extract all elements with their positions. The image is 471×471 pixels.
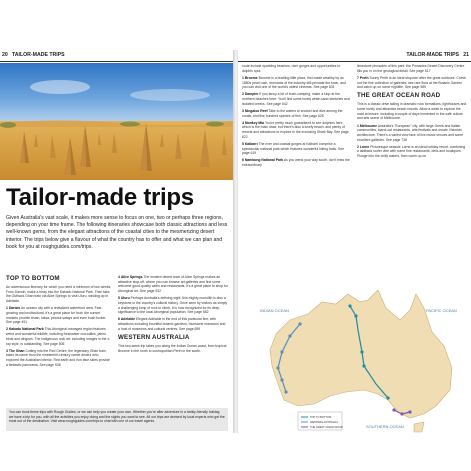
column-west-australia	[118, 275, 228, 356]
list-item: 5 Uluru Perhaps Australia's defining sight, this mighty monolith is also a keystone in the country's cultural history. Once seen by visitors as simply a challenging lump of rock to climb, it is now recognized for its deep significance to the local Aboriginal population. See page 552	[118, 296, 228, 315]
section-heading: TOP TO BOTTOM	[6, 275, 60, 282]
column-west-australia-cont	[242, 64, 352, 170]
map-legend	[298, 412, 343, 430]
list-item: 1 Broome Broome is a bustling little place, first made wealthy by an 1880s pearl rush, remnants of the industry still pervade the town, and you can visit one of the world's oldest cinemas. See page 831	[242, 75, 346, 90]
list-item: 1 Melbourne Australia's "European" city, with large Greek and Italian communities, stand-out restaurants, arts festivals and ornate Victorian architecture. There's a varied view face of live music venues and some excellent galleries. See page 736	[357, 123, 464, 142]
header-rule	[0, 61, 233, 62]
legend-label: THE GREAT OCEAN ROAD	[310, 426, 343, 429]
australia-route-map	[238, 272, 471, 433]
ocean-label-west: INDIAN OCEAN	[260, 308, 289, 313]
running-head-right: TAILOR-MADE TRIPS	[406, 52, 459, 58]
column-top-to-bottom	[6, 275, 112, 370]
list-item: 4 Alice Springs The modern desert town of Alice Springs makes an attractive stop-off, where you can browse art galleries and find some welcome good-quality cafés and restaurants. It's a great place to shop for Aboriginal art. See page 532	[118, 275, 228, 294]
page-number-right: 21	[463, 52, 469, 58]
list-item: 1 Darwin An oceans city with a revitalized waterfront area. Fast-growing and multicultural, it's a great place for food; the sunset markets provide Asian, laksa, peanut satays and even bush tucker. See page 491	[6, 306, 107, 325]
list-item: 6 Adelaide Elegant Adelaide is the end of this particular line, with attractions including bountiful botanic gardens, bluestone mansions and a host of museums and cultural centres. See page 659	[118, 317, 226, 331]
list-item: 2 Lorne Picturesque seaside Lorne is an ideal holiday resort, combining a laidback surfer vibe with some fine restaurants, delis and boutiques. Plunge into the chilly waters, then warm up on	[357, 144, 466, 159]
right-page	[238, 50, 471, 433]
legend-label: WESTERN AUSTRALIA	[310, 421, 338, 424]
list-item: 3 The Ghan Cutting into the Red Centre, the legendary Ghan train takes its name from the nineteenth-century camel drivers who explored the Australian interior. Red earth and Iron blue skies provide a fantastic panorama. See page 538	[6, 348, 110, 367]
pinnacles-desert-photo	[0, 63, 233, 180]
page-number-left: 20	[2, 52, 8, 58]
booking-info-box: You can book these trips with Rough Guides, or we can help you create your own. Whether you're after adventure in a family-friendly holiday, we have a trip for you, with all the activities you enjoy doing and the sights you want to see. All our trips are devised by local experts who get the most out of the destination. Visit www.roughguides.com/trips to chat with one of our travel agents.	[6, 408, 228, 431]
section-lead: route include sparkling beaches, river gorges and opportunities to dolphin spot.	[242, 64, 341, 73]
page-title: Tailor-made trips	[6, 184, 194, 211]
list-item: 3 Ningaloo Reef Take to the waters to snorkel and dive among the corals, and five hundred species of fish. See page 628	[242, 108, 343, 118]
section-lead: limestone pinnacles of this park, the Pinnacles Desert Discovery Centre fills you in on the geological detail. See page 617	[357, 64, 465, 73]
header-rule	[238, 61, 471, 62]
ocean-label-south: SOUTHERN OCEAN	[366, 424, 404, 429]
section-intro: This is a classic drive taking in dramatic rock formations, lighthouses and some lovely and attractive beach resorts. Allow a week to explore the road at leisure, including a couple of days immersed in the café culture and arts scene of Melbourne.	[357, 102, 467, 121]
section-heading: WESTERN AUSTRALIA	[118, 333, 190, 341]
column-great-ocean-road	[357, 64, 467, 161]
ocean-label-east: PACIFIC OCEAN	[426, 308, 457, 313]
intro-paragraph: Given Australia's vast scale, it makes more sense to focus on one, two or perhaps three regions, depending on your time frame. The following itineraries showcase both classic attractions and less well-known gems, from the elegant attractions of the coastal cities to the mesmerizing desert interior. The trips below give a flavour of what the country has to offer and what we can plan and book for you at roughguides.com/trips.	[6, 215, 228, 250]
list-item: 5 Kalbarri The river and coastal gorges at Kalbarri comprise a spectacular national park which features wonderful hiking trails. See page 619	[242, 141, 344, 156]
list-item: 2 Dampier If you fancy a bit of bush-camping, make a stop at the northern beaches here. You'll find some lovely white-sand stretches and isolated creeks. See page 642	[242, 92, 350, 106]
list-item: 2 Kakadu National Park This Aboriginal-managed region features weird and wonderful wildlife, including freshwater crocodiles, jabiru birds and dingoes. The indigenous rock art, including images in the x-ray style, is outstanding. See page 506	[6, 327, 111, 346]
list-item: 6 Nambung National Park As you wend your way south, don't miss the extraordinary	[242, 158, 350, 167]
section-intro: An adventurous itinerary for which you need a minimum of two weeks. From Darwin, make a foray into the Kakadu National Park. Then take the Outback Ghan train via Alice Springs to visit Uluru, winding up in Adelaide.	[6, 285, 112, 304]
list-item: 4 Monkey Mia You're pretty much guaranteed to see dolphins here, which is the main draw, but there's also a lovely beach, and plenty of resorts and attractions to explore in the enclosing Shark Bay. See page 622	[242, 120, 349, 139]
section-intro: This two-week trip takes you along the Indian Ocean coast, from tropical Broome in the north to cosmopolitan Perth in the south.	[118, 343, 227, 353]
section-heading: THE GREAT OCEAN ROAD	[357, 92, 441, 100]
list-item: 7 Perth Sunny Perth is an ideal stopover after the great outdoors. Check out the fine collection of galleries, see rare flora at the Botanic Garden and catch up on some nightlife. See page 585	[357, 75, 466, 90]
left-page	[0, 50, 233, 433]
legend-label: TOP TO BOTTOM	[310, 416, 332, 419]
running-head-left: TAILOR-MADE TRIPS	[12, 52, 65, 58]
tasmania	[414, 422, 424, 432]
